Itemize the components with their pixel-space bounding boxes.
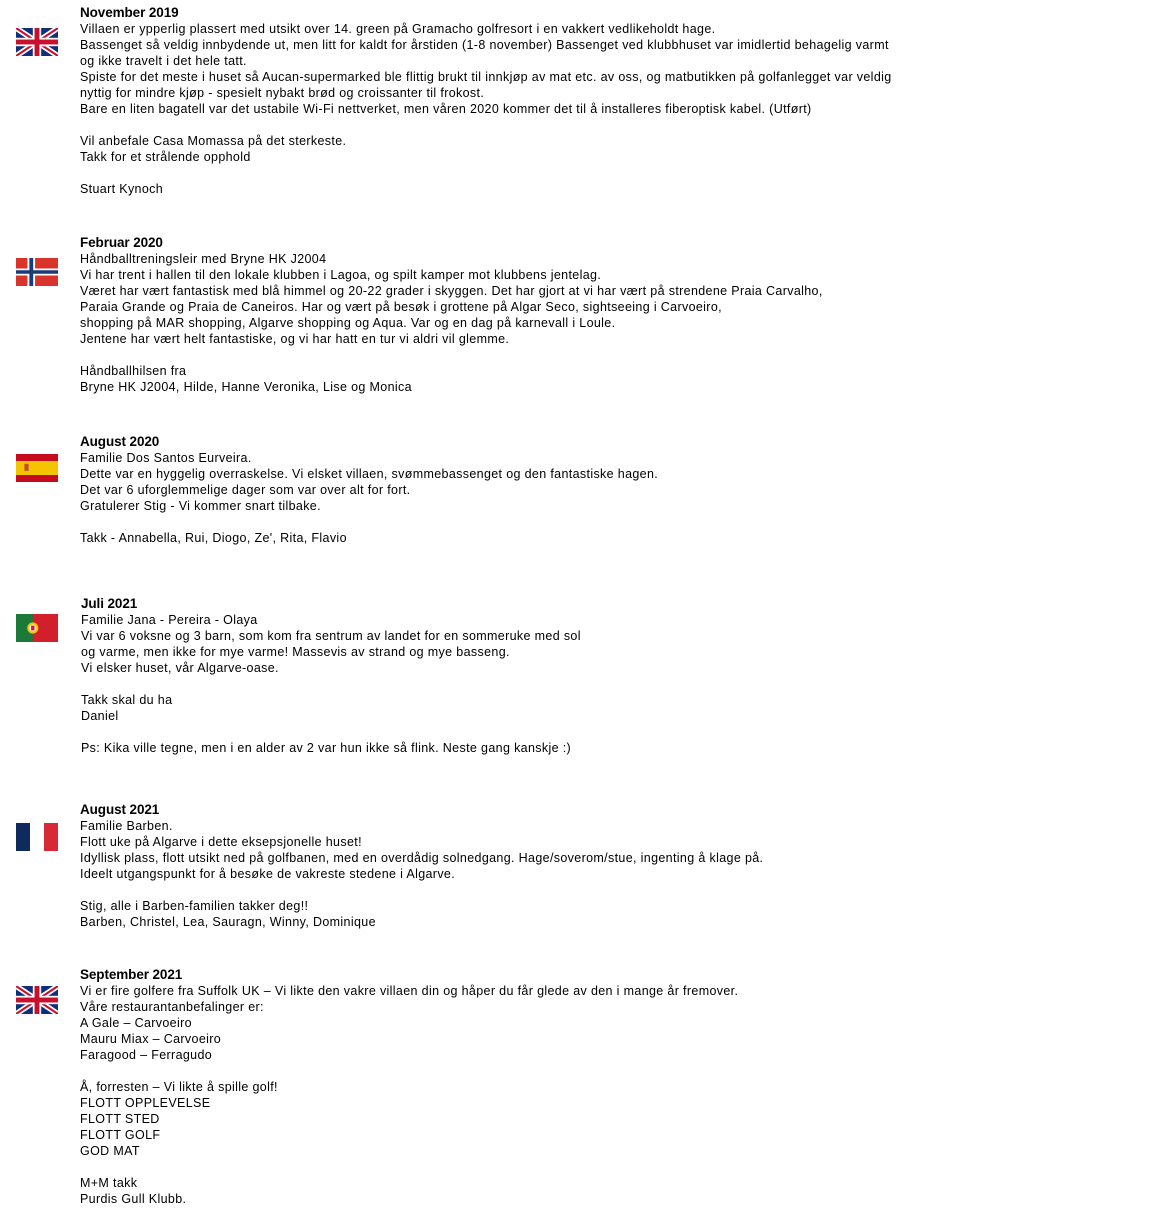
portugal-flag-icon [16,614,58,642]
entry-line: Villaen er ypperlig plassert med utsikt over 14. green på Gramacho golfresort i en vakkert vedlikeholdt hage. [80,22,716,36]
entry-line: Ideelt utgangspunkt for å besøke de vakreste stedene i Algarve. [80,867,456,881]
uk-flag-icon [16,28,58,56]
entry-line: Flott uke på Algarve i dette eksepsjonelle huset! [80,835,362,849]
entry-date: August 2020 [80,434,160,449]
entry-line [81,676,1141,692]
entry-line: Gratulerer Stig - Vi kommer snart tilbake. [80,499,321,513]
entry-line: Ps: Kika ville tegne, men i en alder av 2 var hun ikke så flink. Neste gang kanskje :) [81,741,572,755]
entry-line: Stig, alle i Barben-familien takker deg!! [80,899,309,913]
entry-line: Vil anbefale Casa Momassa på det sterkeste. [80,134,347,148]
entry-line [80,117,1140,133]
entry-line [80,347,1140,363]
entry-line [80,882,1140,898]
entry-line: Mauru Miax – Carvoeiro [80,1032,222,1046]
entry-line: M+M takk [80,1176,138,1190]
entry-line: Dette var en hyggelig overraskelse. Vi elsket villaen, svømmebassenget og den fantastiske hagen. [80,467,659,481]
entry-line [81,724,1141,740]
entry-line [80,1159,1140,1175]
entry-line: FLOTT GOLF [80,1128,161,1142]
entry-date: November 2019 [80,5,179,20]
entry-line: Det var 6 uforglemmelige dager som var over alt for fort. [80,483,411,497]
entry-line: nyttig for mindre kjøp - spesielt nybakt brød og croissanter til frokost. [80,86,485,100]
entry-line: Vi har trent i hallen til den lokale klubben i Lagoa, og spilt kamper mot klubbens jentelag. [80,268,602,282]
entry-signature: Barben, Christel, Lea, Sauragn, Winny, Dominique [80,915,376,929]
entry-line: Idyllisk plass, flott utsikt ned på golfbanen, med en overdådig solnedgang. Hage/soverom/stue, ingenting å klage på. [80,851,764,865]
entry-line: Våre restaurantanbefalinger er: [80,1000,264,1014]
entry-line: FLOTT STED [80,1112,160,1126]
entry-date: August 2021 [80,802,160,817]
entry-line: Familie Dos Santos Eurveira. [80,451,252,465]
entry-line: Håndballtreningsleir med Bryne HK J2004 [80,252,327,266]
entry-signature: Bryne HK J2004, Hilde, Hanne Veronika, Lise og Monica [80,380,412,394]
entry-line: og varme, men ikke for mye varme! Massevis av strand og mye basseng. [81,645,510,659]
entry-line: Spiste for det meste i huset så Aucan-supermarked ble flittig brukt til innkjøp av mat etc. av oss, og matbutikken på golfanlegget var veldig [80,70,892,84]
entry-line: GOD MAT [80,1144,140,1158]
entry-date: September 2021 [80,967,183,982]
entry-date: Juli 2021 [81,596,138,611]
entry-line: shopping på MAR shopping, Algarve shopping og Aqua. Var og en dag på karnevall i Loule. [80,316,616,330]
entry-line [80,1063,1140,1079]
entry-line: Været har vært fantastisk med blå himmel og 20-22 grader i skyggen. Det har gjort at vi har vært på strendene Praia Carvalho, [80,284,823,298]
norway-flag-icon [16,258,58,286]
entry-line: Vi er fire golfere fra Suffolk UK – Vi likte den vakre villaen din og håper du får glede av den i mange år fremover. [80,984,739,998]
entry-line: A Gale – Carvoeiro [80,1016,192,1030]
entry-line: Håndballhilsen fra [80,364,187,378]
entry-line: Paraia Grande og Praia de Caneiros. Har og vært på besøk i grottene på Algar Seco, sightseeing i Carvoeiro, [80,300,722,314]
entry-line: Å, forresten – Vi likte å spille golf! [80,1080,278,1094]
entry-line: Familie Barben. [80,819,173,833]
entry-signature: Daniel [81,709,119,723]
entry-signature: Purdis Gull Klubb. [80,1192,187,1206]
entry-line: Vi var 6 voksne og 3 barn, som kom fra sentrum av landet for en sommeruke med sol [81,629,581,643]
entry-date: Februar 2020 [80,235,163,250]
entry-line: og ikke travelt i det hele tatt. [80,54,247,68]
entry-signature: Stuart Kynoch [80,182,164,196]
france-flag-icon [16,823,58,851]
entry-line: Jentene har vært helt fantastiske, og vi har hatt en tur vi aldri vil glemme. [80,332,510,346]
entry-line: Faragood – Ferragudo [80,1048,213,1062]
entry-line: FLOTT OPPLEVELSE [80,1096,211,1110]
entry-line: Bassenget så veldig innbydende ut, men litt for kaldt for årstiden (1-8 november) Bassenget ved klubbhuset var imidlertid behagelig varmt [80,38,889,52]
entry-line [80,165,1140,181]
entry-line: Vi elsker huset, vår Algarve-oase. [81,661,279,675]
entry-line: Takk skal du ha [81,693,173,707]
entry-line: Bare en liten bagatell var det ustabile Wi-Fi nettverket, men våren 2020 kommer det til å installeres fiberoptisk kabel. (Utført) [80,102,812,116]
entry-line [80,514,1140,530]
entry-line: Takk for et strålende opphold [80,150,251,164]
uk-flag-icon [16,986,58,1014]
entry-line: Familie Jana - Pereira - Olaya [81,613,258,627]
entry-signature: Takk - Annabella, Rui, Diogo, Ze', Rita, Flavio [80,531,347,545]
spain-flag-icon [16,454,58,482]
